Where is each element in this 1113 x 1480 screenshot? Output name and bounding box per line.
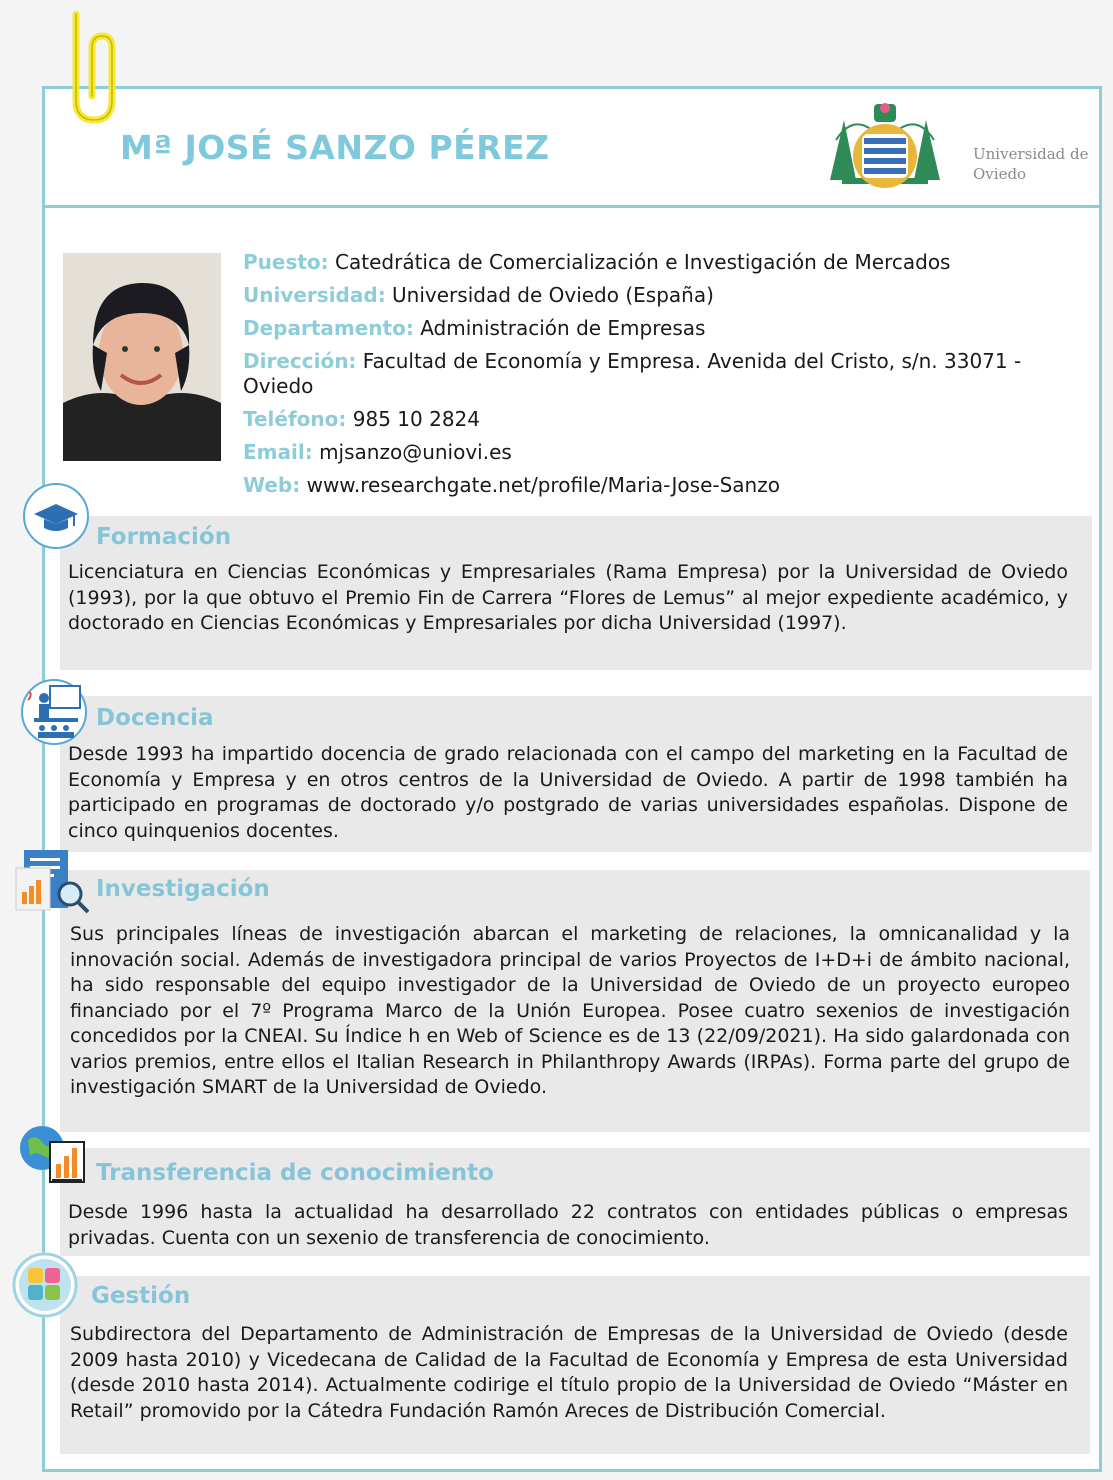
section-title-transferencia: Transferencia de conocimiento [96,1160,494,1186]
section-body-investigacion: Sus principales líneas de investigación abarcan el marketing de relaciones, la omnicanalidad y la innovación social. Además de investigadora principal de varios Proyectos de I+D+i de ámbito nacional, ha sido responsable del equipo investigador de la Universidad de Oviedo de un proyecto europeo financiado por el 7º Programa Marco de la Unión Europea. Posee cuatro sexenios de investigación concedidos por la CNEAI. Su Índice h en Web of Science es de 13 (22/09/2021). Ha sido galardonada con varios premios, entre ellos el Italian Research in Philanthropy Awards (IRPAs). Forma parte del grupo de investigación SMART de la Universidad de Oviedo. [70,923,1070,1098]
field-universidad: Universidad: Universidad de Oviedo (España) [243,283,714,307]
email-link[interactable]: mjsanzo@uniovi.es [319,440,512,464]
profile-info [243,250,1093,506]
university-logo-text: Universidad de Oviedo [973,145,1089,183]
graduation-cap-icon [22,482,90,550]
field-email: Email: mjsanzo@uniovi.es [243,440,512,464]
section-body-docencia: Desde 1993 ha impartido docencia de grado relacionada con el campo del marketing en la Facultad de Economía y Empresa y en otros centros de la Universidad de Oviedo. A partir de 1998 también ha participado en programas de doctorado y/o postgrado de varias universidades españolas. Dispone de cinco quinquenios docentes. [68,743,1068,842]
profile-photo [63,253,221,461]
globe-chart-icon [16,1120,86,1186]
field-web: Web: www.researchgate.net/profile/Maria-Jose-Sanzo [243,473,780,497]
research-document-icon [12,848,90,914]
university-crest-logo [822,100,948,196]
section-body-gestion: Subdirectora del Departamento de Administración de Empresas de la Universidad de Oviedo (desde 2009 hasta 2010) y Vicedecana de Calidad de la Facultad de Economía y Empresa de esta Universidad (desde 2010 hasta 2014). Actualmente codirige el título propio de la Universidad de Oviedo “Máster en Retail” promovido por la Cátedra Fundación Ramón Areces de Distribución Comercial. [70,1323,1068,1422]
paperclip-icon [62,8,122,126]
teacher-classroom-icon [20,678,90,746]
section-body-formacion: Licenciatura en Ciencias Económicas y Empresariales (Rama Empresa) por la Universidad de Oviedo (1993), por la que obtuvo el Premio Fin de Carrera “Flores de Lemus” al mejor expediente académico, y doctorado en Ciencias Económicas y Empresariales por dicha Universidad (1997). [68,561,1068,634]
section-title-investigacion: Investigación [96,876,270,902]
puzzle-icon [12,1252,78,1318]
header-divider [42,205,1102,208]
web-link[interactable]: www.researchgate.net/profile/Maria-Jose-Sanzo [306,473,780,497]
person-name: Mª JOSÉ SANZO PÉREZ [120,128,550,167]
field-telefono: Teléfono: 985 10 2824 [243,407,480,431]
section-title-docencia: Docencia [96,705,214,731]
field-direccion: Dirección: Facultad de Economía y Empresa. Avenida del Cristo, s/n. 33071 - Oviedo [243,349,1022,398]
section-title-formacion: Formación [96,524,232,550]
field-puesto: Puesto: Catedrática de Comercialización e Investigación de Mercados [243,250,951,274]
section-body-transferencia: Desde 1996 hasta la actualidad ha desarrollado 22 contratos con entidades públicas o empresas privadas. Cuenta con un sexenio de transferencia de conocimiento. [68,1201,1068,1249]
field-departamento: Departamento: Administración de Empresas [243,316,706,340]
section-title-gestion: Gestión [91,1283,191,1309]
